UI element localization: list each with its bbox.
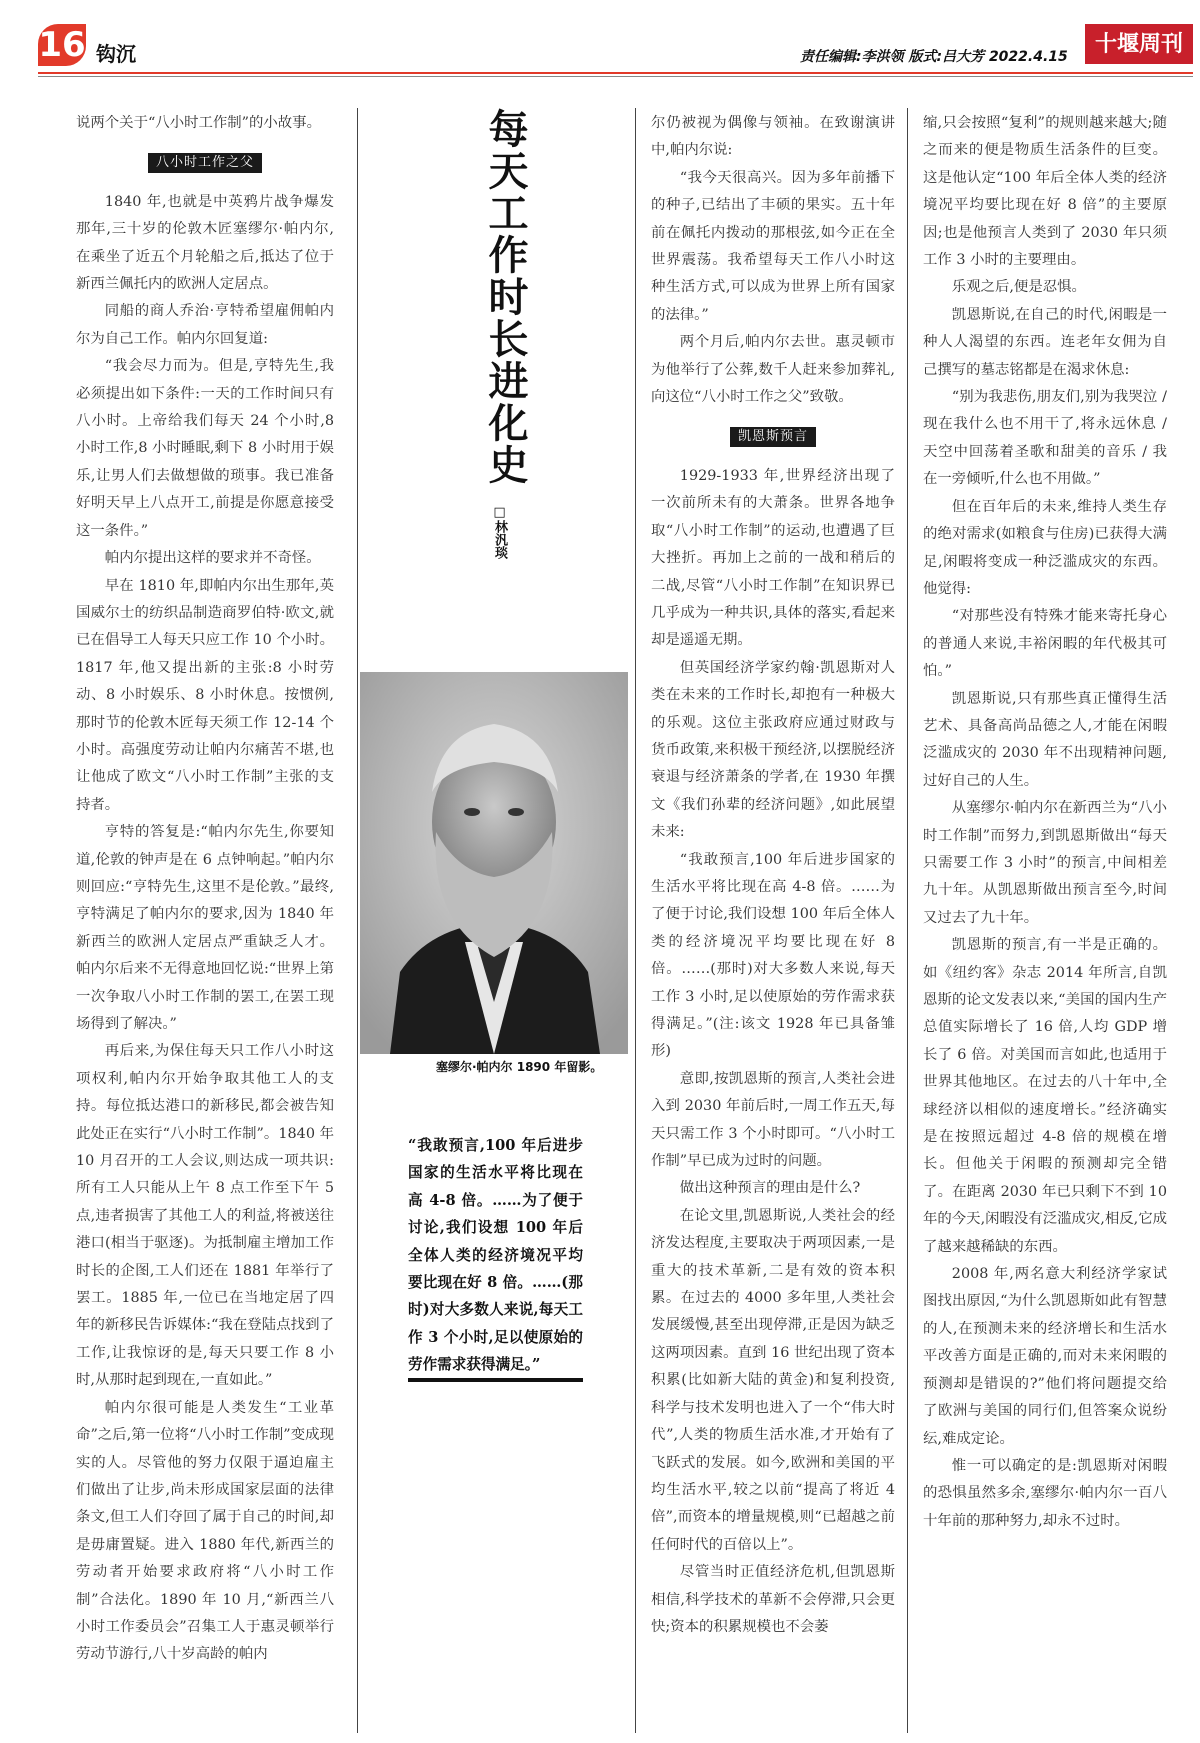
paragraph: 乐观之后,便是忍惧。 <box>951 279 1086 296</box>
column-divider <box>635 108 636 1733</box>
paragraph: 缩,只会按照“复利”的规则越来越大;随之而来的便是物质生活条件的巨变。这是他认定“100 年后全体人类的经济境况平均要比现在好 8 倍”的主要原因;也是他预言人类到了 2030 年只须工作 3 小时的主要理由。 <box>923 115 1167 269</box>
paragraph: 再后来,为保住每天只工作八小时这项权利,帕内尔开始争取其他工人的支持。每位抵达港口的新移民,都会被告知此处正在实行“八小时工作制”。1840 年 10 月召开的工人会议,则达成一项共识:所有工人只能从上午 8 点工作至下午 5 点,违者损害了其他工人的利益,将被送往港口(相当于驱逐)。为抵制雇主增加工作时长的企图,工人们还在 1881 年举行了罢工。1885 年,一位已在当地定居了四年的新移民告诉媒体:“我在登陆点找到了工作,让我惊讶的是,每天只要工作 8 小时,从那时起到现在,一直如此。” <box>76 1043 334 1389</box>
paragraph: 帕内尔提出这样的要求并不奇怪。 <box>104 550 321 567</box>
text-column-1 <box>76 110 334 1669</box>
paragraph: 做出这种预言的理由是什么? <box>679 1180 861 1197</box>
paragraph: 亨特的答复是:“帕内尔先生,你要知道,伦敦的钟声是在 6 点钟响起。”帕内尔则回应:“亨特先生,这里不是伦敦。”最终,亨特满足了帕内尔的要求,因为 1840 年新西兰的欧洲人定居点严重缺乏人才。帕内尔后来不无得意地回忆说:“世界上第一次争取八小时工作制的罢工,在罢工现场得到了解决。” <box>76 824 334 1032</box>
section-subhead <box>651 423 895 450</box>
photo-caption: 塞缪尔·帕内尔 1890 年留影。 <box>436 1060 603 1074</box>
paragraph: 在论文里,凯恩斯说,人类社会的经济发达程度,主要取决于两项因素,一是重大的技术革新,二是有效的资本积累。在过去的 4000 多年里,人类社会发展缓慢,甚至出现停滞,正是因为缺乏这两项因素。直到 16 世纪出现了资本积累(比如新大陆的黄金)和复利投资,科学与技术发明也进入了一个“伟大时代”,人类的物质生活水准,才开始有了飞跃式的发展。如今,欧洲和美国的平均生活水平,较之以前“提高了将近 4 倍”,而资本的增量规模,则“已超越之前任何时代的百倍以上”。 <box>651 1207 895 1553</box>
paragraph: 1929-1933 年,世界经济出现了一次前所未有的大萧条。世界各地争取“八小时工作制”的运动,也遭遇了巨大挫折。再加上之前的一战和稍后的二战,尽管“八小时工作制”在知识界已几乎成为一种共识,具体的落实,看起来却是遥遥无期。 <box>651 467 895 649</box>
paragraph: 同船的商人乔治·亨特希望雇佣帕内尔为自己工作。帕内尔回复道: <box>76 303 334 347</box>
header-rule <box>38 72 1193 74</box>
paragraph: 帕内尔很可能是人类发生“工业革命”之后,第一位将“八小时工作制”变成现实的人。尽管他的努力仅限于逼迫雇主们做出了让步,尚未形成国家层面的法律条文,但工人们夺回了属于自己的时间,却是毋庸置疑。进入 1880 年代,新西兰的劳动者开始要求政府将“八小时工作制”合法化。1890 年 10 月,“新西兰八小时工作委员会”召集工人于惠灵顿举行劳动节游行,八十岁高龄的帕内 <box>76 1399 334 1663</box>
editor-credits: 责任编辑:李洪领 版式:吕大芳 2022.4.15 <box>800 49 1068 65</box>
paragraph: “我敢预言,100 年后进步国家的生活水平将比现在高 4-8 倍。……为了便于讨论,我们设想 100 年后全体人类的经济境况平均要比现在好 8 倍。……(那时)对大多数人来说,每天工作 3 小时,足以使原始的劳作需求获得满足。”(注:该文 1928 年已具备雏形) <box>651 851 895 1060</box>
paragraph: 尽管当时正值经济危机,但凯恩斯相信,科学技术的革新不会停滞,只会更快;资本的积累规模也不会萎 <box>651 1564 895 1635</box>
paragraph: 2008 年,两名意大利经济学家试图找出原因,“为什么凯恩斯如此有智慧的人,在预测未来的经济增长和生活水平改善方面是正确的,而对未来闲暇的预测却是错误的?”他们将问题提交给了欧洲与美国的同行们,但答案众说纷纭,难成定论。 <box>923 1266 1167 1447</box>
header-rule-thin <box>38 76 1193 77</box>
paragraph: 两个月后,帕内尔去世。惠灵顿市为他举行了公葬,数千人赶来参加葬礼,向这位“八小时工作之父”致敬。 <box>651 334 895 406</box>
portrait-photo <box>360 672 628 1054</box>
paragraph: “我会尽力而为。但是,亨特先生,我必须提出如下条件:一天的工作时间只有八小时。上帝给我们每天 24 个小时,8 小时工作,8 小时睡眠,剩下 8 小时用于娱乐,让男人们去做想做的琐事。我已准备好明天早上八点开工,前提是你愿意接受这一条件。” <box>76 358 334 539</box>
paragraph: 惟一可以确定的是:凯恩斯对闲暇的恐惧虽然多余,塞缪尔·帕内尔一百八十年前的那种努力,却永不过时。 <box>923 1457 1167 1529</box>
paragraph: 凯恩斯说,在自己的时代,闲暇是一种人人渴望的东西。连老年女佣为自己撰写的墓志铭都是在渴求休息: <box>923 306 1167 378</box>
subhead-label: 凯恩斯预言 <box>730 427 816 447</box>
text-column-3 <box>651 110 895 1641</box>
paragraph: 但英国经济学家约翰·凯恩斯对人类在未来的工作时长,却抱有一种极大的乐观。这位主张政府应通过财政与货币政策,来积极干预经济,以摆脱经济衰退与经济萧条的学者,在 1930 年撰文《我们孙辈的经济问题》,如此展望未来: <box>651 659 895 841</box>
text-column-4 <box>923 110 1167 1535</box>
paragraph: 早在 1810 年,即帕内尔出生那年,英国威尔士的纺织品制造商罗伯特·欧文,就已在倡导工人每天只应工作 10 个小时。1817 年,他又提出新的主张:8 小时劳动、8 小时娱乐、8 小时休息。按惯例,那时节的伦敦木匠每天须工作 12-14 个小时。高强度劳动让帕内尔痛苦不堪,也让他成了欧文“八小时工作制”主张的支持者。 <box>76 577 334 813</box>
article-title: 每天工作时长进化史 <box>482 108 529 486</box>
paragraph: 说两个关于“八小时工作制”的小故事。 <box>76 115 321 131</box>
paragraph: 从塞缪尔·帕内尔在新西兰为“八小时工作制”而努力,到凯恩斯做出“每天只需要工作 3 小时”的预言,中间相差九十年。从凯恩斯做出预言至今,时间又过去了九十年。 <box>923 800 1167 926</box>
paragraph: 意即,按凯恩斯的预言,人类社会进入到 2030 年前后时,一周工作五天,每天只需工作 3 个小时即可。“八小时工作制”早已成为过时的问题。 <box>651 1070 895 1170</box>
paragraph: “对那些没有特殊才能来寄托身心的普通人来说,丰裕闲暇的年代极其可怕。” <box>923 608 1167 680</box>
paragraph: 1840 年,也就是中英鸦片战争爆发那年,三十岁的伦敦木匠塞缪尔·帕内尔,在乘坐了近五个月轮船之后,抵达了位于新西兰佩托内的欧洲人定居点。 <box>76 193 334 293</box>
page-number: 16 <box>38 25 86 65</box>
section-subhead <box>76 149 334 176</box>
section-name: 钩沉 <box>96 42 136 66</box>
paragraph: 凯恩斯的预言,有一半是正确的。如《纽约客》杂志 2014 年所言,自凯恩斯的论文发表以来,“美国的国内生产总值实际增长了 16 倍,人均 GDP 增长了 6 倍。对美国而言如此,也适用于世界其他地区。在过去的八十年中,全球经济以相似的速度增长。”经济确实是在按照远超过 4-8 倍的规模在增长。但他关于闲暇的预测却完全错了。在距离 2030 年已只剩下不到 10 年的今天,闲暇没有泛滥成灾,相反,它成了越来越稀缺的东西。 <box>923 937 1167 1255</box>
paragraph: 但在百年后的未来,维持人类生存的绝对需求(如粮食与住房)已获得大满足,闲暇将变成一种泛滥成灾的东西。他觉得: <box>923 498 1167 597</box>
paragraph: 尔仍被视为偶像与领袖。在致谢演讲中,帕内尔说: <box>651 115 895 159</box>
newspaper-masthead: 十堰周刊 <box>1085 24 1193 64</box>
pull-quote-bar <box>408 1378 583 1382</box>
subhead-label: 八小时工作之父 <box>148 153 262 173</box>
page-header <box>0 0 1200 80</box>
paragraph: “别为我悲伤,朋友们,别为我哭泣 / 现在我什么也不用干了,将永远休息 / 天空中回荡着圣歌和甜美的音乐 / 我在一旁倾听,什么也不用做。” <box>923 389 1167 488</box>
paragraph: “我今天很高兴。因为多年前播下的种子,已结出了丰硕的果实。五十年前在佩托内拨动的那根弦,如今正在全世界震荡。我希望每天工作八小时这种生活方式,可以成为世界上所有国家的法律。” <box>651 169 895 323</box>
article-author: □林汎琰 <box>492 505 507 559</box>
column-divider <box>907 108 908 1733</box>
column-divider <box>357 108 358 1733</box>
paragraph: 凯恩斯说,只有那些真正懂得生活艺术、具备高尚品德之人,才能在闲暇泛滥成灾的 2030 年不出现精神问题,过好自己的人生。 <box>923 690 1167 789</box>
pull-quote: “我敢预言,100 年后进步国家的生活水平将比现在高 4-8 倍。……为了便于讨论,我们设想 100 年后全体人类的经济境况平均要比现在好 8 倍。……(那时)对大多数人来说,每天工作 3 个小时,足以使原始的劳作需求获得满足。” <box>408 1137 583 1374</box>
